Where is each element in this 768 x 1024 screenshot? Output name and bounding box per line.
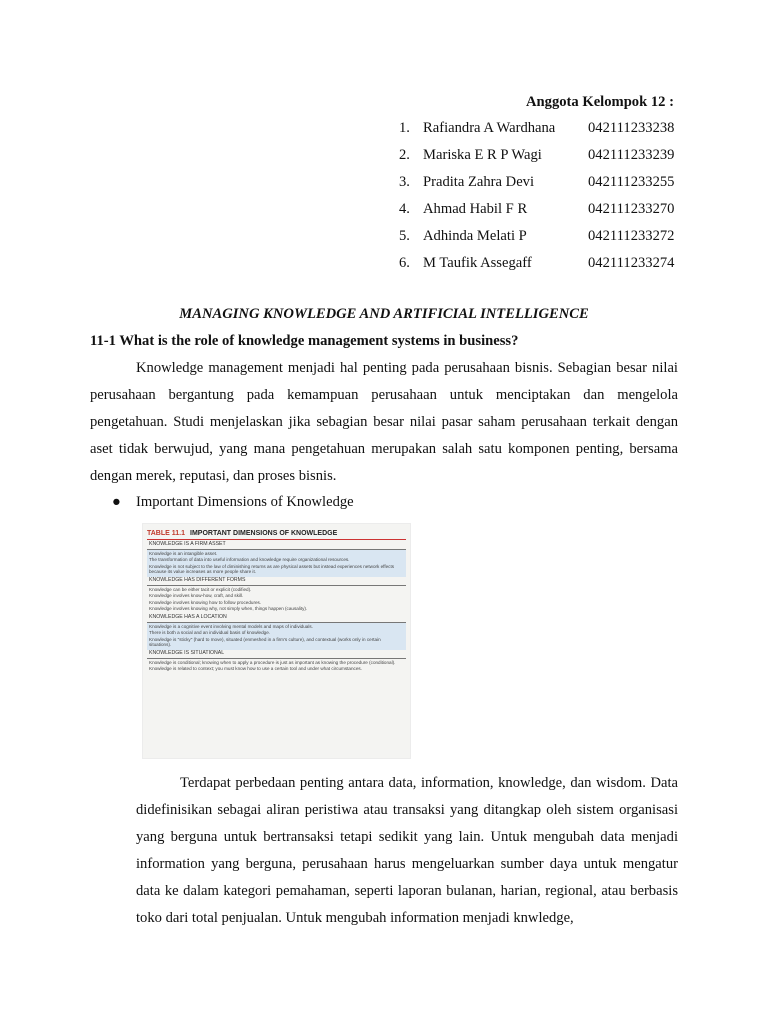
- member-row: [399, 147, 699, 174]
- table-row: Knowledge involves knowing why, not simply when, things happen (causality).: [149, 606, 308, 612]
- table-figure-header: [147, 529, 406, 540]
- member-number: 5.: [399, 228, 410, 244]
- table-section-body: [147, 586, 406, 614]
- bullet-marker: ●: [112, 494, 121, 510]
- body-paragraph: Terdapat perbedaan penting antara data, information, knowledge, dan wisdom. Data didefinisikan sebagai aliran peristiwa atau transaksi yang ditangkap oleh sistem organisasi yang berguna untuk bertransaksi tetapi sedikit yang lain. Untuk mengubah data menjadi information yang berguna, perusahaan harus mengeluarkan sumber daya untuk mengatur data ke dalam kategori pemahaman, seperti laporan bulanan, harian, regional, atau berbasis toko dari total penjualan. Untuk mengubah information menjadi knwledge,: [136, 775, 678, 926]
- member-row: [399, 174, 699, 201]
- table-row: Knowledge involves know-how, craft, and skill.: [149, 593, 244, 599]
- member-row: [399, 255, 699, 282]
- table-row: Knowledge is related to context; you must know how to use a certain tool and under what circumstances.: [149, 666, 362, 672]
- table-section-body: [147, 550, 406, 577]
- table-row: Knowledge can be either tacit or explicit (codified).: [149, 586, 252, 592]
- section-heading: 11-1 What is the role of knowledge management systems in business?: [90, 333, 519, 349]
- table-section-heading: KNOWLEDGE HAS A LOCATION: [147, 614, 406, 623]
- table-row: Knowledge is a cognitive event involving mental models and maps of individuals.: [149, 623, 313, 629]
- member-name: Rafiandra A Wardhana: [423, 120, 556, 136]
- table-row: There is both a social and an individual basis of knowledge.: [149, 630, 271, 636]
- table-section-heading: KNOWLEDGE HAS DIFFERENT FORMS: [147, 577, 406, 586]
- member-name: M Taufik Assegaff: [423, 255, 532, 271]
- table-section-body: [147, 623, 406, 650]
- member-number: 2.: [399, 147, 410, 163]
- table-number: TABLE 11.1: [147, 530, 185, 537]
- member-row: [399, 228, 699, 255]
- member-name: Adhinda Melati P: [423, 228, 527, 244]
- member-nim: 042111233238: [588, 120, 675, 136]
- bullet-text: Important Dimensions of Knowledge: [136, 494, 354, 510]
- member-name: Mariska E R P Wagi: [423, 147, 542, 163]
- table-row: Knowledge is conditional; knowing when to apply a procedure is just as important as knowing the procedure (conditional).: [149, 659, 396, 665]
- member-row: [399, 120, 699, 147]
- table-row: Knowledge is "sticky" (hard to move), situated (enmeshed in a firm's culture), and contextual (works only in certain situations).: [149, 636, 381, 648]
- member-number: 1.: [399, 120, 410, 136]
- table-row: Knowledge is not subject to the law of diminishing returns as are physical assets but instead experiences network effects because its value increases as more people share it.: [149, 563, 395, 575]
- table-section-heading: KNOWLEDGE IS SITUATIONAL: [147, 650, 406, 659]
- table-row: Knowledge is an intangible asset.: [149, 550, 218, 556]
- member-number: 4.: [399, 201, 410, 217]
- member-number: 6.: [399, 255, 410, 271]
- body-paragraph: Knowledge management menjadi hal penting pada perusahaan bisnis. Sebagian besar nilai perusahaan bergantung pada kemampuan perusahaan untuk menciptakan dan mengelola pengetahuan. Studi menjelaskan jika sebagian besar nilai pasar saham perusahaan terkait dengan aset tidak berwujud, yang mana pengetahuan merupakan salah satu komponen penting, bersama dengan merek, reputasi, dan proses bisnis.: [90, 360, 678, 484]
- bullet-item: [112, 494, 354, 511]
- member-nim: 042111233274: [588, 255, 675, 271]
- member-nim: 042111233272: [588, 228, 675, 244]
- table-section-heading: KNOWLEDGE IS A FIRM ASSET: [147, 541, 406, 550]
- member-row: [399, 201, 699, 228]
- table-row: Knowledge involves knowing how to follow procedures.: [149, 599, 262, 605]
- member-nim: 042111233270: [588, 201, 675, 217]
- member-name: Pradita Zahra Devi: [423, 174, 535, 190]
- table-figure: [142, 523, 411, 759]
- group-title: Anggota Kelompok 12 :: [526, 94, 674, 110]
- table-row: The transformation of data into useful information and knowledge require organizational resources.: [149, 557, 350, 563]
- document-title: MANAGING KNOWLEDGE AND ARTIFICIAL INTELLIGENCE: [179, 306, 589, 322]
- member-nim: 042111233255: [588, 174, 675, 190]
- table-title: IMPORTANT DIMENSIONS OF KNOWLEDGE: [190, 530, 338, 537]
- member-nim: 042111233239: [588, 147, 675, 163]
- member-number: 3.: [399, 174, 410, 190]
- member-name: Ahmad Habil F R: [423, 201, 528, 217]
- table-section-body: [147, 659, 406, 674]
